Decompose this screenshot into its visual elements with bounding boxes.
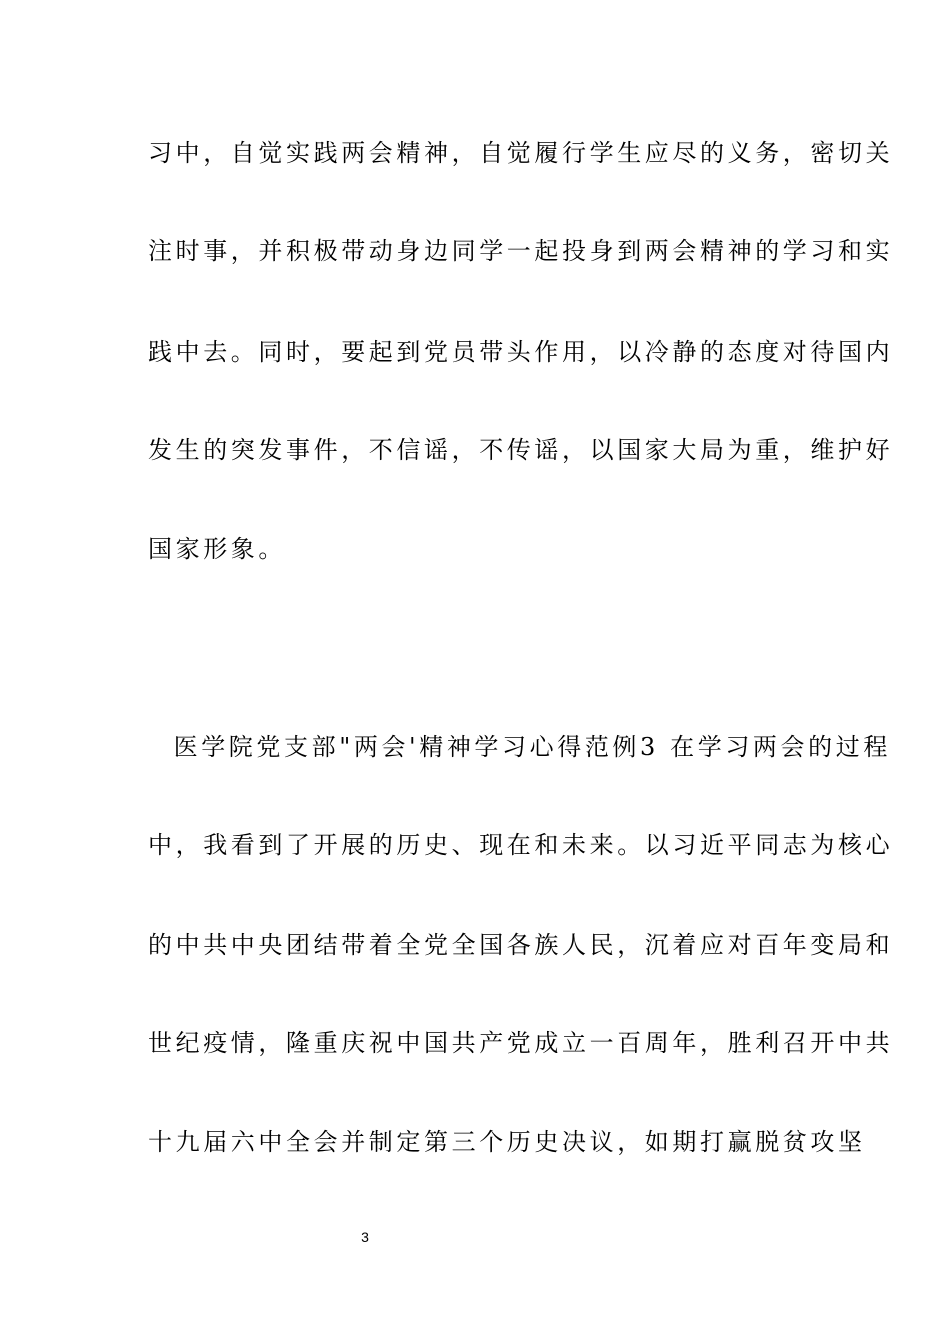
- text-line: 践中去。同时，要起到党员带头作用，以冷静的态度对待国内: [148, 338, 894, 366]
- text-line: 十九届六中全会并制定第三个历史决议，如期打赢脱贫攻坚: [148, 1128, 866, 1156]
- text-line: 注时事，并积极带动身边同学一起投身到两会精神的学习和实: [148, 237, 894, 265]
- text-line: 的中共中央团结带着全党全国各族人民，沉着应对百年变局和: [148, 931, 894, 959]
- page-number: 3: [361, 1229, 369, 1245]
- text-line: 习中，自觉实践两会精神，自觉履行学生应尽的义务，密切关: [148, 139, 894, 167]
- text-line: 发生的突发事件，不信谣，不传谣，以国家大局为重，维护好: [148, 436, 894, 464]
- text-line: 中，我看到了开展的历史、现在和未来。以习近平同志为核心: [148, 831, 894, 859]
- text-line: 国家形象。: [148, 535, 286, 563]
- text-line: 医学院党支部"两会'精神学习心得范例3 在学习两会的过程: [146, 733, 891, 761]
- text-line: 世纪疫情，隆重庆祝中国共产党成立一百周年，胜利召开中共: [148, 1029, 894, 1057]
